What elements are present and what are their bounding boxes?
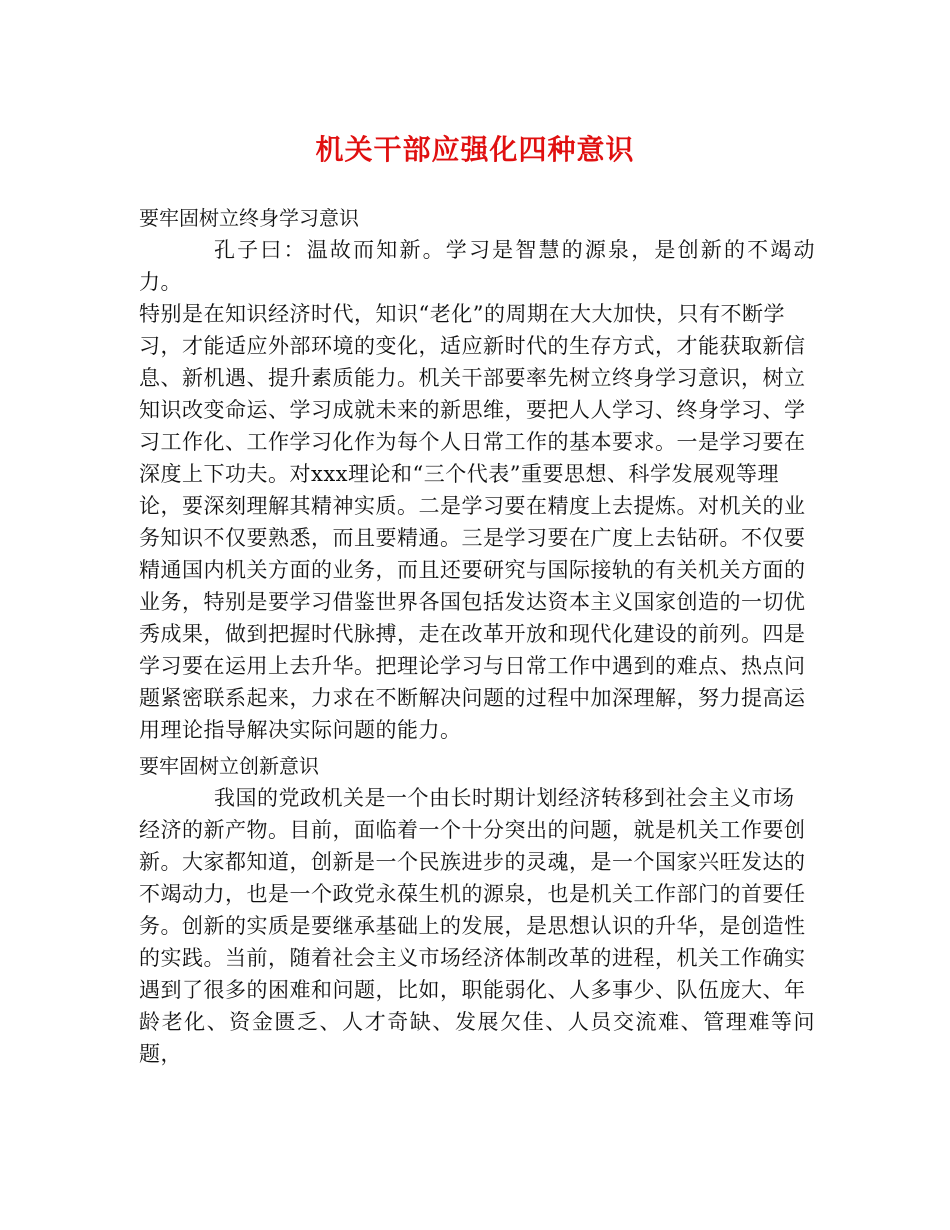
section-paragraph-innovation: 我国的党政机关是一个由长时期计划经济转移到社会主义市场 经济的新产物。目前，面临着一个十分突出的问题，就是机关工作要创 新。大家都知道，创新是一个民族进步的灵魂，是一个国家兴旺发达的 不竭动力，也是一个政党永葆生机的源泉，也是机关工作部门的首要任 务。创新的实质是要继承基础上的发展，是思想认识的升华，是创造性 的实践。当前，随着社会主义市场经济体制改革的进程，机关工作确实 遇到了很多的困难和问题，比如，职能弱化、人多事少、队伍庞大、年 龄老化、资金匮乏、人才奇缺、发展欠佳、人员交流难、管理难等问题， (139, 786, 815, 1066)
section-paragraph-lifelong-learning: 孔子曰：温故而知新。学习是智慧的源泉，是创新的不竭动力。 特别是在知识经济时代，知识“老化”的周期在大大加快，只有不断学 习，才能适应外部环境的变化，适应新时代的生存方式，才能获取新信 息、新机遇、提升素质能力。机关干部要率先树立终身学习意识，树立 知识改变命运、学习成就未来的新思维，要把人人学习、终身学习、学 习工作化、工作学习化作为每个人日常工作的基本要求。一是学习要在 深度上下功夫。对xxx理论和“三个代表”重要思想、科学发展观等理 论，要深刻理解其精神实质。二是学习要在精度上去提炼。对机关的业 务知识不仅要熟悉，而且要精通。三是学习要在广度上去钻研。不仅要 精通国内机关方面的业务，而且还要研究与国际接轨的有关机关方面的 业务，特别是要学习借鉴世界各国包括发达资本主义国家创造的一切优 秀成果，做到把握时代脉搏，走在改革开放和现代化建设的前列。四是 学习要在运用上去升华。把理论学习与日常工作中遇到的难点、热点问 题紧密联系起来，力求在不断解决问题的过程中加深理解，努力提高运 用理论指导解决实际问题的能力。 (139, 238, 815, 742)
section-heading-lifelong-learning: 要牢固树立终身学习意识 (139, 206, 359, 230)
document-title: 机关干部应强化四种意识 (315, 133, 635, 166)
document-body (139, 198, 815, 1070)
section-heading-innovation: 要牢固树立创新意识 (139, 754, 319, 778)
